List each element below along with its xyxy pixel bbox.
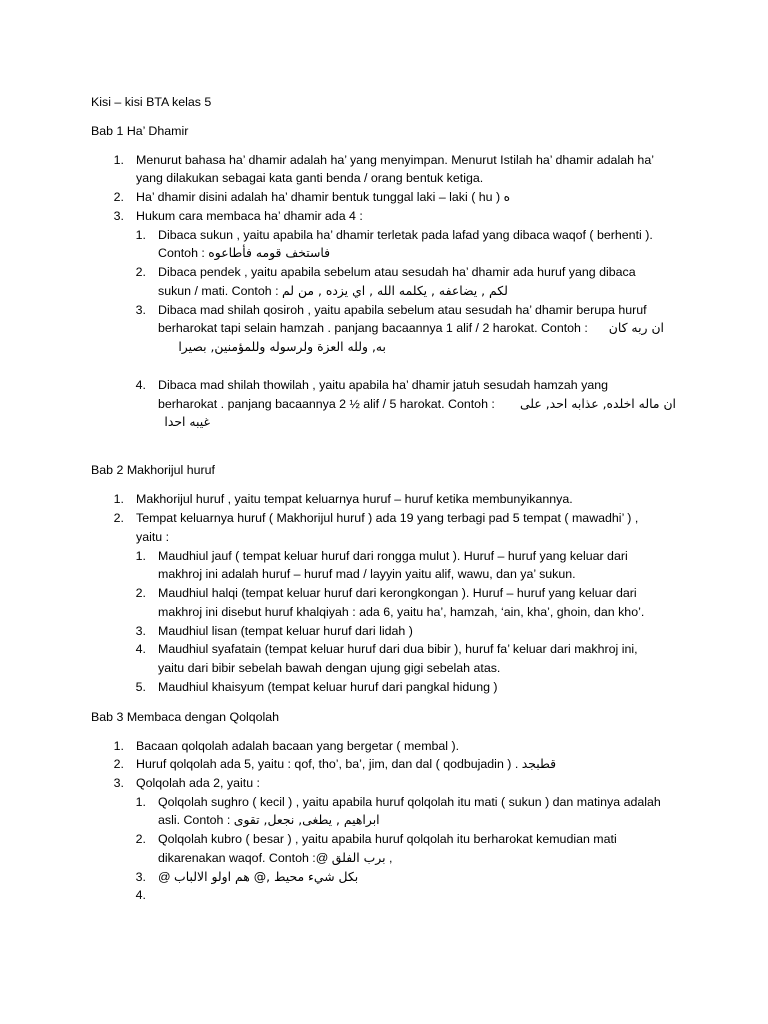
list-number: 2. (113, 511, 124, 525)
sublist-item-text: dikarenakan waqof. Contoh :@ برب الفلق , (158, 850, 393, 865)
sublist-item-text: Contoh : فاستخف قومه فأطاعوه (158, 245, 331, 260)
section-heading-bab1: Bab 1 Ha’ Dhamir (91, 124, 189, 138)
sublist-number: 2. (135, 586, 146, 600)
sublist-number: 1. (135, 549, 146, 563)
sublist-item-text: berharokat . panjang bacaannya 2 ½ alif / 5 harokat. Contoh : (158, 397, 495, 411)
sublist-item-text: Qolqolah sughro ( kecil ) , yaitu apabila huruf qolqolah itu mati ( sukun ) dan matinya adalah (158, 795, 661, 809)
sublist-item-text: Qolqolah kubro ( besar ) , yaitu apabila huruf qolqolah itu berharokat kemudian mati (158, 832, 617, 846)
list-item-text: Makhorijul huruf , yaitu tempat keluarnya huruf – huruf ketika membunyikannya. (136, 492, 573, 506)
section-heading-bab3: Bab 3 Membaca dengan Qolqolah (91, 710, 280, 724)
list-item-text: Ha’ dhamir disini adalah ha’ dhamir bentuk tunggal laki – laki ( hu ) ه (136, 189, 511, 204)
list-item-text: yaitu : (136, 530, 170, 544)
sublist-number: 4. (135, 642, 146, 656)
arabic-text: فاستخف قومه فأطاعوه (208, 245, 331, 260)
list-item-text: Qolqolah ada 2, yaitu : (136, 776, 260, 790)
document-title: Kisi – kisi BTA kelas 5 (91, 95, 212, 109)
sublist-item-text: Maudhiul jauf ( tempat keluar huruf dari rongga mulut ). Huruf – huruf yang keluar dari (158, 549, 628, 563)
sublist-number: 5. (135, 680, 146, 694)
arabic-text: ابراهيم , يطغى, نجعل, تقوى (233, 812, 380, 827)
list-item-text: Bacaan qolqolah adalah bacaan yang bergetar ( membal ). (136, 739, 460, 753)
list-item-text: Tempat keluarnya huruf ( Makhorijul huruf ) ada 19 yang terbagi pad 5 tempat ( mawadhi’ ) , (136, 511, 639, 525)
sublist-item-text: makhroj ini adalah huruf – huruf mad / layyin yaitu alif, wawu, dan ya’ sukun. (158, 567, 576, 581)
sublist-item-text: Dibaca pendek , yaitu apabila sebelum atau sesudah ha’ dhamir ada huruf yang dibaca (158, 265, 636, 279)
arabic-text: ه (503, 189, 511, 204)
arabic-text: ان ربه كان (608, 320, 664, 335)
sublist-item-text: Dibaca mad shilah qosiroh , yaitu apabila sebelum atau sesudah ha’ dhamir berupa huruf (158, 303, 647, 317)
sublist-item-text: Maudhiul syafatain (tempat keluar huruf dari dua bibir ), huruf fa’ keluar dari makhroj ini, (158, 642, 638, 656)
sublist-number: 3. (135, 870, 146, 884)
sublist-item-text: asli. Contoh : ابراهيم , يطغى, نجعل, تقوى (158, 812, 380, 827)
sublist-item-text: Dibaca mad shilah thowilah , yaitu apabila ha’ dhamir jatuh sesudah hamzah yang (158, 378, 609, 392)
list-item-text: Huruf qolqolah ada 5, yaitu : qof, tho’, ba’, jim, dan dal ( qodbujadin ) . قطبجد (136, 756, 557, 771)
sublist-number: 4. (135, 378, 146, 392)
list-item-text: Hukum cara membaca ha’ dhamir ada 4 : (136, 209, 363, 223)
list-number: 2. (113, 757, 124, 771)
sublist-number: 2. (135, 265, 146, 279)
sublist-item-text: makhroj ini disebut huruf khalqiyah : ada 6, yaitu ha’, hamzah, ‘ain, kha’, ghoin, dan kho’. (158, 605, 645, 619)
sublist-item-text: Maudhiul khaisyum (tempat keluar huruf dari pangkal hidung ) (158, 680, 498, 694)
sublist-number: 2. (135, 832, 146, 846)
list-item-text: yang dilakukan sebagai kata ganti benda / orang bentuk ketiga. (136, 171, 484, 185)
sublist-number: 1. (135, 795, 146, 809)
arabic-text: ان ماله اخلده, عذابه احد, على (519, 396, 676, 411)
sublist-item-text: @ بكل شيء محيط ,@ هم اولو الالباب (158, 869, 359, 884)
list-item-text: Menurut bahasa ha’ dhamir adalah ha’ yang menyimpan. Menurut Istilah ha’ dhamir adalah ha’ (136, 153, 654, 167)
sublist-item-text: Maudhiul halqi (tempat keluar huruf dari kerongkongan ). Huruf – huruf yang keluar dari (158, 586, 637, 600)
arabic-text: به, ولله العزة ولرسوله وللمؤمنين, بصيرا (178, 339, 386, 354)
sublist-item-text: Maudhiul lisan (tempat keluar huruf dari lidah ) (158, 624, 413, 638)
sublist-item-text: yaitu dari bibir sebelah bawah dengan ujung gigi sebelah atas. (158, 661, 501, 675)
list-number: 1. (113, 492, 124, 506)
section-heading-bab2: Bab 2 Makhorijul huruf (91, 463, 215, 477)
sublist-number: 4. (135, 888, 146, 902)
arabic-text: قطبجد (521, 756, 557, 771)
arabic-text: برب الفلق (331, 850, 386, 865)
list-number: 1. (113, 153, 124, 167)
arabic-text: لكم , يضاعفه , يكلمه الله , اي يزده , من لم (281, 283, 508, 298)
arabic-text: غيبه احدا (164, 414, 210, 429)
list-number: 1. (113, 739, 124, 753)
sublist-item-text: sukun / mati. Contoh : لكم , يضاعفه , يكلمه الله , اي يزده , من لم (158, 283, 508, 298)
sublist-number: 3. (135, 624, 146, 638)
sublist-number: 1. (135, 228, 146, 242)
sublist-item-text: berharokat tapi selain hamzah . panjang bacaannya 1 alif / 2 harokat. Contoh : (158, 321, 588, 335)
list-number: 2. (113, 190, 124, 204)
list-number: 3. (113, 776, 124, 790)
sublist-item-text: Dibaca sukun , yaitu apabila ha’ dhamir terletak pada lafad yang dibaca waqof ( berhenti ). (158, 228, 653, 242)
list-number: 3. (113, 209, 124, 223)
sublist-number: 3. (135, 303, 146, 317)
arabic-text: بكل شيء محيط ,@ هم اولو الالباب (174, 869, 359, 884)
